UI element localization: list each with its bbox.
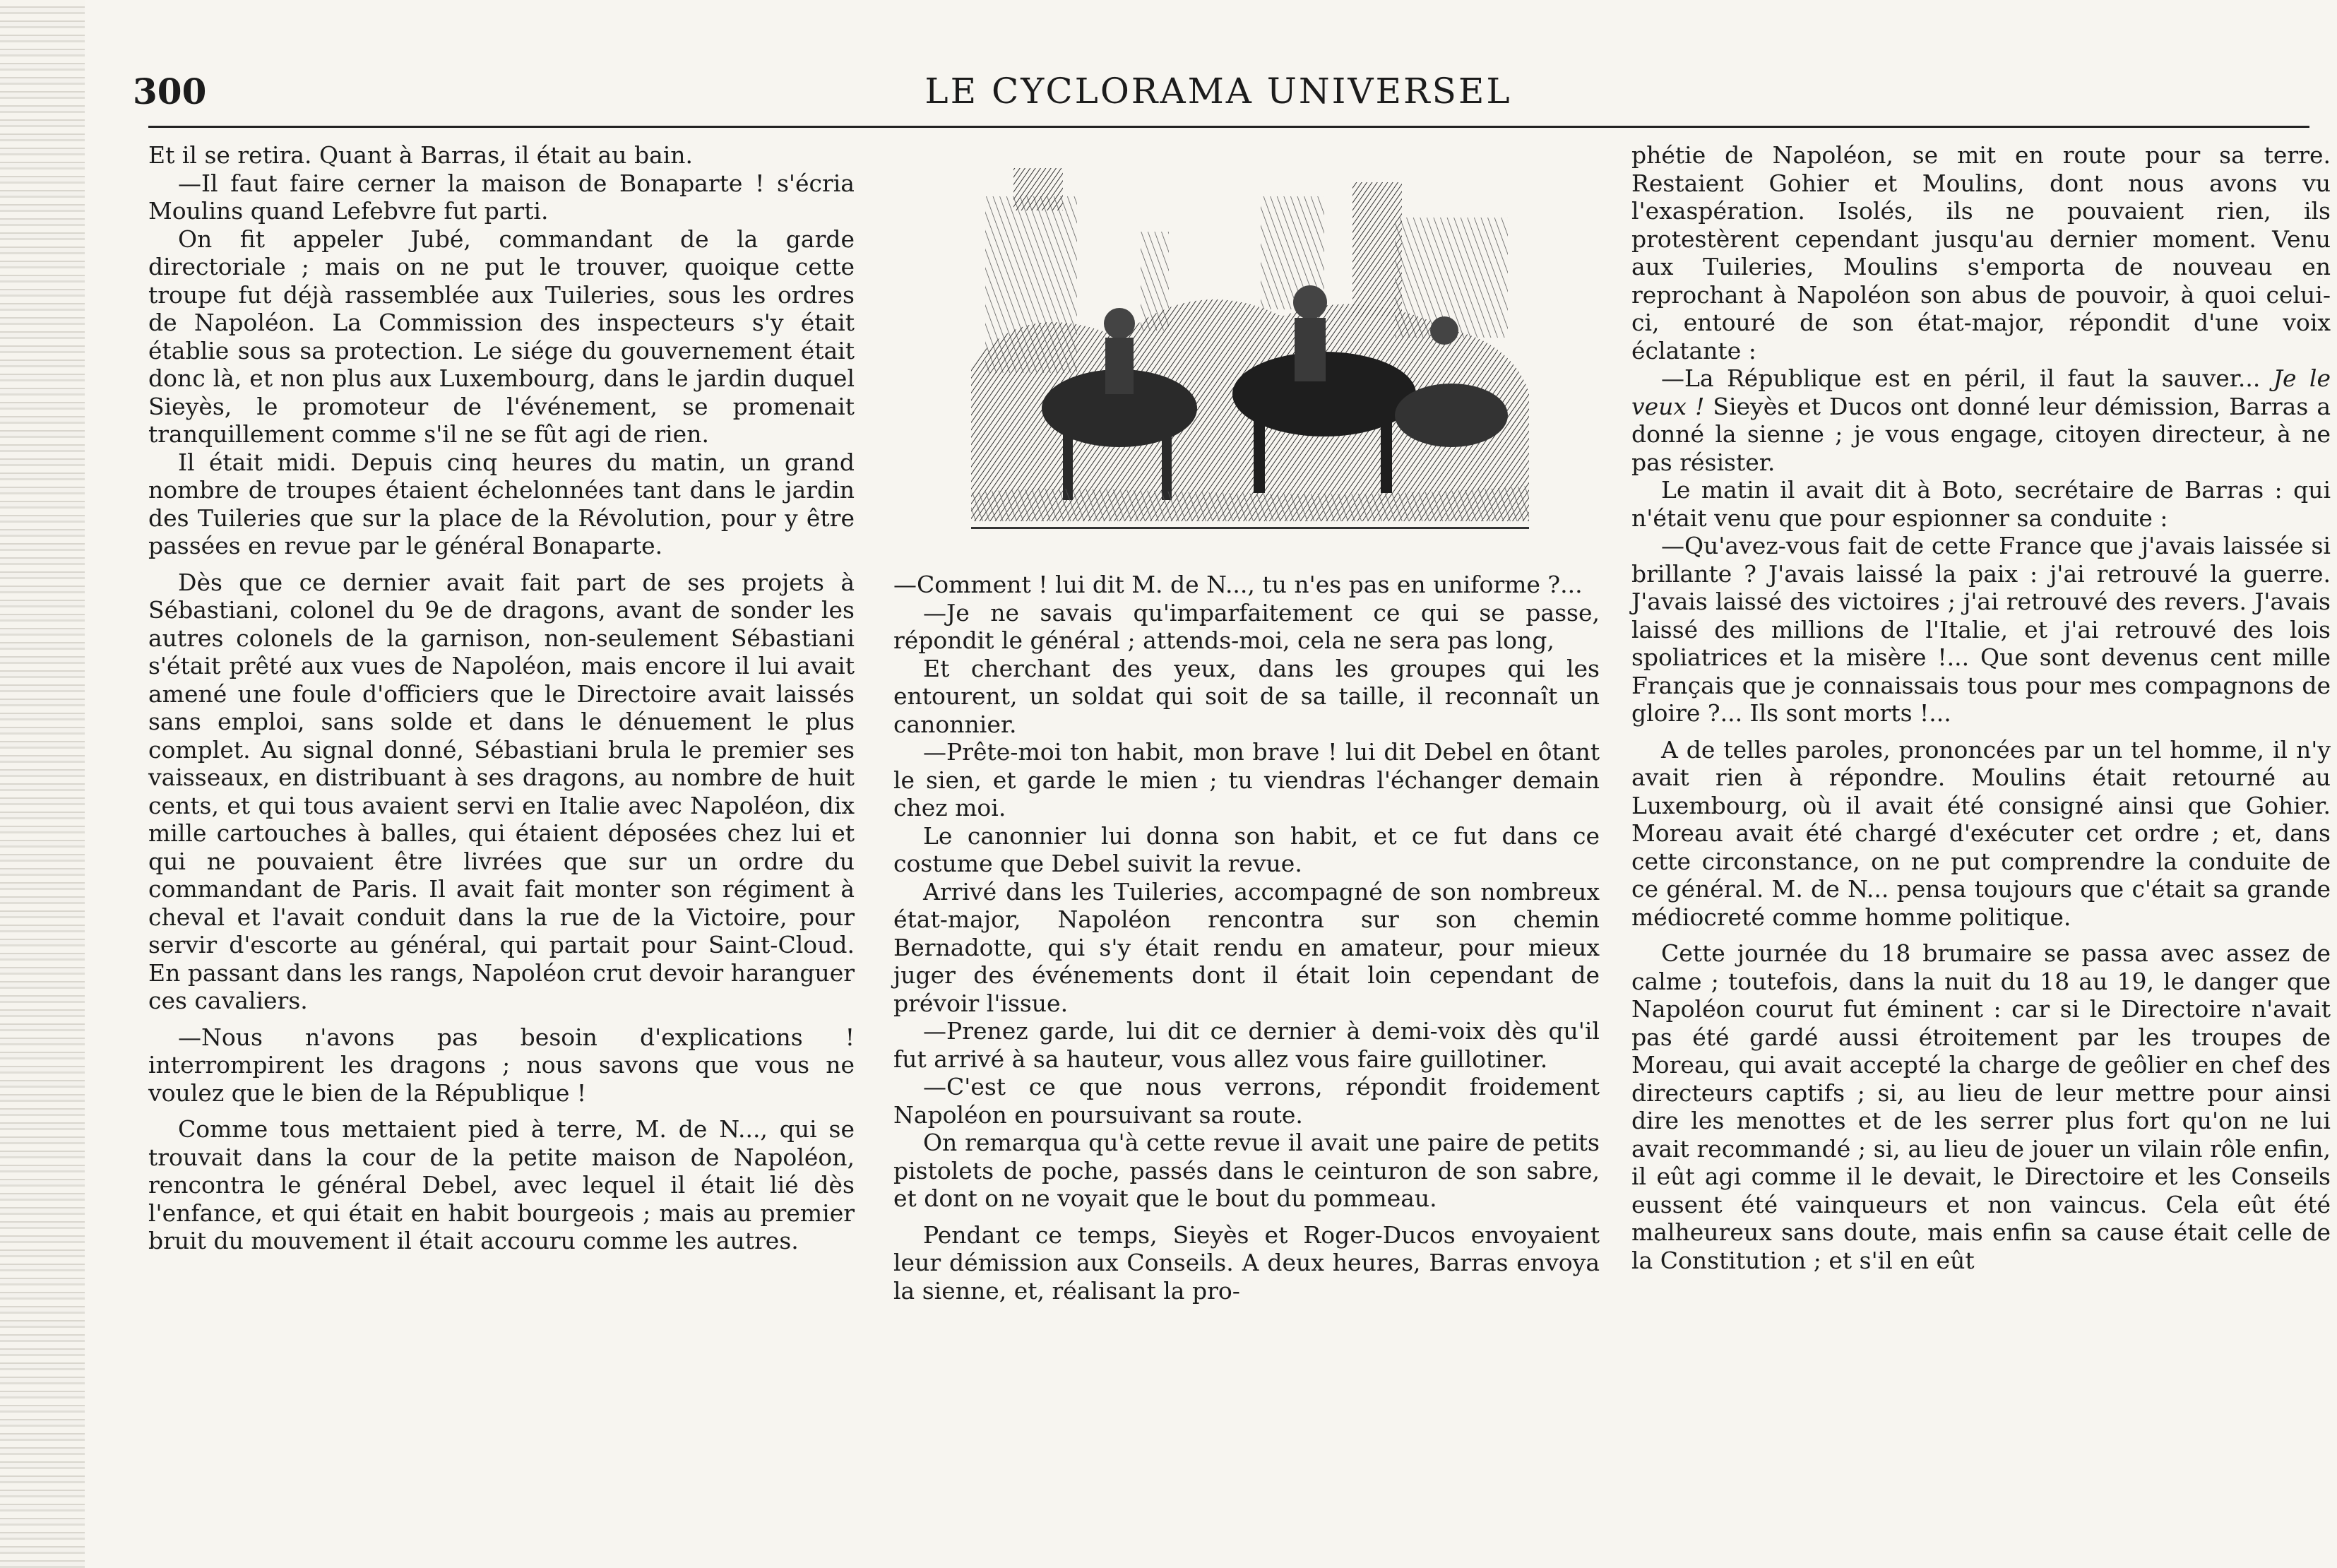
- paragraph: [1631, 364, 2331, 476]
- scan-edge: [0, 0, 85, 1568]
- text-column-2: [893, 571, 1600, 1305]
- paragraph: Le matin il avait dit à Boto, secrétaire de Barras : qui n'était venu que pour espionner sa conduite :: [1631, 476, 2331, 532]
- text-column-1: [148, 141, 855, 1255]
- paragraph: Le canonnier lui donna son habit, et ce fut dans ce costume que Debel suivit la revue.: [893, 821, 1600, 877]
- paragraph: —C'est ce que nous verrons, répondit froidement Napoléon en poursuivant sa route.: [893, 1073, 1600, 1129]
- paragraph: —Qu'avez-vous fait de cette France que j'avais laissée si brillante ? J'avais laissé la paix : j'ai retrouvé la guerre. J'avais laissé des victoires ; j'ai retrouvé des revers. J'avais laissé des millions de l'Italie, et j'ai retrouvé des lois spoliatrices et la misère !... Que sont devenus cent mille Français que je connaissais tous pour mes compagnons de gloire ?... Ils sont morts !...: [1631, 532, 2331, 727]
- paragraph: A de telles paroles, prononcées par un tel homme, il n'y avait rien à répondre. Moulins était retourné au Luxembourg, où il avait été consigné ainsi que Gohier. Moreau avait été chargé d'exécuter cet ordre ; et, dans cette circonstance, on ne put comprendre la conduite de ce général. M. de N... pensa toujours que c'était sa grande médiocreté comme homme politique.: [1631, 735, 2331, 931]
- page-header: [120, 71, 2317, 120]
- paragraph: —Je ne savais qu'imparfaitement ce qui se passe, répondit le général ; attends-moi, cela ne sera pas long,: [893, 598, 1600, 654]
- paragraph: —Nous n'avons pas besoin d'explications ! interrompirent les dragons ; nous savons que vous ne voulez que le bien de la République !: [148, 1023, 855, 1107]
- paragraph: —Il faut faire cerner la maison de Bonaparte ! s'écria Moulins quand Lefebvre fut parti.: [148, 169, 855, 225]
- paragraph: Arrivé dans les Tuileries, accompagné de son nombreux état-major, Napoléon rencontra sur son chemin Bernadotte, qui s'y était rendu en amateur, pour mieux juger des événements dont il était loin cependant de prévoir l'issue.: [893, 877, 1600, 1017]
- paragraph: Et cherchant des yeux, dans les groupes qui les entourent, un soldat qui soit de sa taille, il reconnaît un canonnier.: [893, 654, 1600, 738]
- paragraph: Et il se retira. Quant à Barras, il était au bain.: [148, 141, 694, 169]
- emphasis-text: Je le veux !: [1631, 364, 2331, 420]
- paragraph: Comme tous mettaient pied à terre, M. de N..., qui se trouvait dans la cour de la petite maison de Napoléon, rencontra le général Debel, avec lequel il était lié dès l'enfance, et qui était en habit bourgeois ; mais au premier bruit du mouvement il était accouru comme les autres.: [148, 1115, 855, 1254]
- header-rule: [148, 126, 2309, 128]
- paragraph: On fit appeler Jubé, commandant de la garde directoriale ; mais on ne put le trouver, quoique cette troupe fut déjà rassemblée aux Tuileries, sous les ordres de Napoléon. La Commission des inspecteurs s'y était établie sous sa protection. Le siége du gouvernement était donc là, et non plus aux Luxembourg, dans le jardin duquel Sieyès, le promoteur de l'événement, se promenait tranquillement comme s'il ne se fût agi de rien.: [148, 225, 855, 448]
- running-title: LE CYCLORAMA UNIVERSEL: [924, 71, 1512, 112]
- quote-text: —La République est en péril, il faut la sauver...: [1661, 364, 2273, 392]
- paragraph: Pendant ce temps, Sieyès et Roger-Ducos envoyaient leur démission aux Conseils. A deux heures, Barras envoya la sienne, et, réalisant la pro-: [893, 1220, 1600, 1305]
- paragraph: Dès que ce dernier avait fait part de ses projets à Sébastiani, colonel du 9e de dragons, avant de sonder les autres colonels de la garnison, non-seulement Sébastiani s'était prêté aux vues de Napoléon, mais encore il lui avait amené une foule d'officiers que le Directoire avait laissés sans emploi, sans solde et dans le dénuement le plus complet. Au signal donné, Sébastiani brula le premier ses vaisseaux, en distribuant à ses dragons, au nombre de huit cents, et qui tous avaient servi en Italie avec Napoléon, dix mille cartouches à balles, qui étaient déposées chez lui et qui ne pouvaient être livrées que sur un ordre du commandant de Paris. Il avait fait monter son régiment à cheval et l'avait conduit dans la rue de la Victoire, pour servir d'escorte au général, qui partait pour Saint-Cloud. En passant dans les rangs, Napoléon crut devoir haranguer ces cavaliers.: [148, 568, 855, 1014]
- paragraph: Il était midi. Depuis cinq heures du matin, un grand nombre de troupes étaient échelonnées tant dans le jardin des Tuileries que sur la place de la Révolution, pour y être passées en revue par le général Bonaparte.: [148, 448, 855, 559]
- engraving-illustration: [957, 154, 1536, 542]
- paragraph: On remarqua qu'à cette revue il avait une paire de petits pistolets de poche, passés dans le ceinturon de son sabre, et dont on ne voyait que le bout du pommeau.: [893, 1129, 1600, 1212]
- paragraph: —Prenez garde, lui dit ce dernier à demi-voix dès qu'il fut arrivé à sa hauteur, vous allez vous faire guillotiner.: [893, 1017, 1600, 1073]
- paragraph: —Comment ! lui dit M. de N..., tu n'es pas en uniforme ?...: [893, 571, 1583, 598]
- page-number: 300: [133, 71, 207, 112]
- paragraph: —Prête-moi ton habit, mon brave ! lui dit Debel en ôtant le sien, et garde le mien ; tu viendras l'échanger demain chez moi.: [893, 738, 1600, 821]
- quote-text: Sieyès et Ducos ont donné leur démission, Barras a donné la sienne ; je vous engage, citoyen directeur, à ne pas résister.: [1631, 392, 2331, 476]
- paragraph: phétie de Napoléon, se mit en route pour sa terre. Restaient Gohier et Moulins, dont nous avons vu l'exaspération. Isolés, ils ne pouvaient rien, ils protestèrent cependant jusqu'au dernier moment. Venu aux Tuileries, Moulins s'emporta de nouveau en reprochant à Napoléon son abus de pouvoir, à quoi celui-ci, entouré de son état-major, répondit d'une voix éclatante :: [1631, 141, 2331, 364]
- text-column-3: [1631, 141, 2331, 1274]
- paragraph: Cette journée du 18 brumaire se passa avec assez de calme ; toutefois, dans la nuit du 18 au 19, le danger que Napoléon courut fut éminent : car si le Directoire n'avait pas été gardé aussi étroitement par les troupes de Moreau, qui avait accepté la charge de geôlier en chef des directeurs captifs ; si, au lieu de leur mettre pour ainsi dire les menottes et de les serrer plus fort qu'on ne lui avait recommandé ; si, au lieu de jouer un vilain rôle enfin, il eût agi comme il le devait, le Directoire et les Conseils eussent été vainqueurs et non vaincus. Cela eût été malheureux sans doute, mais enfin sa cause était celle de la Constitution ; et s'il en eût: [1631, 939, 2331, 1274]
